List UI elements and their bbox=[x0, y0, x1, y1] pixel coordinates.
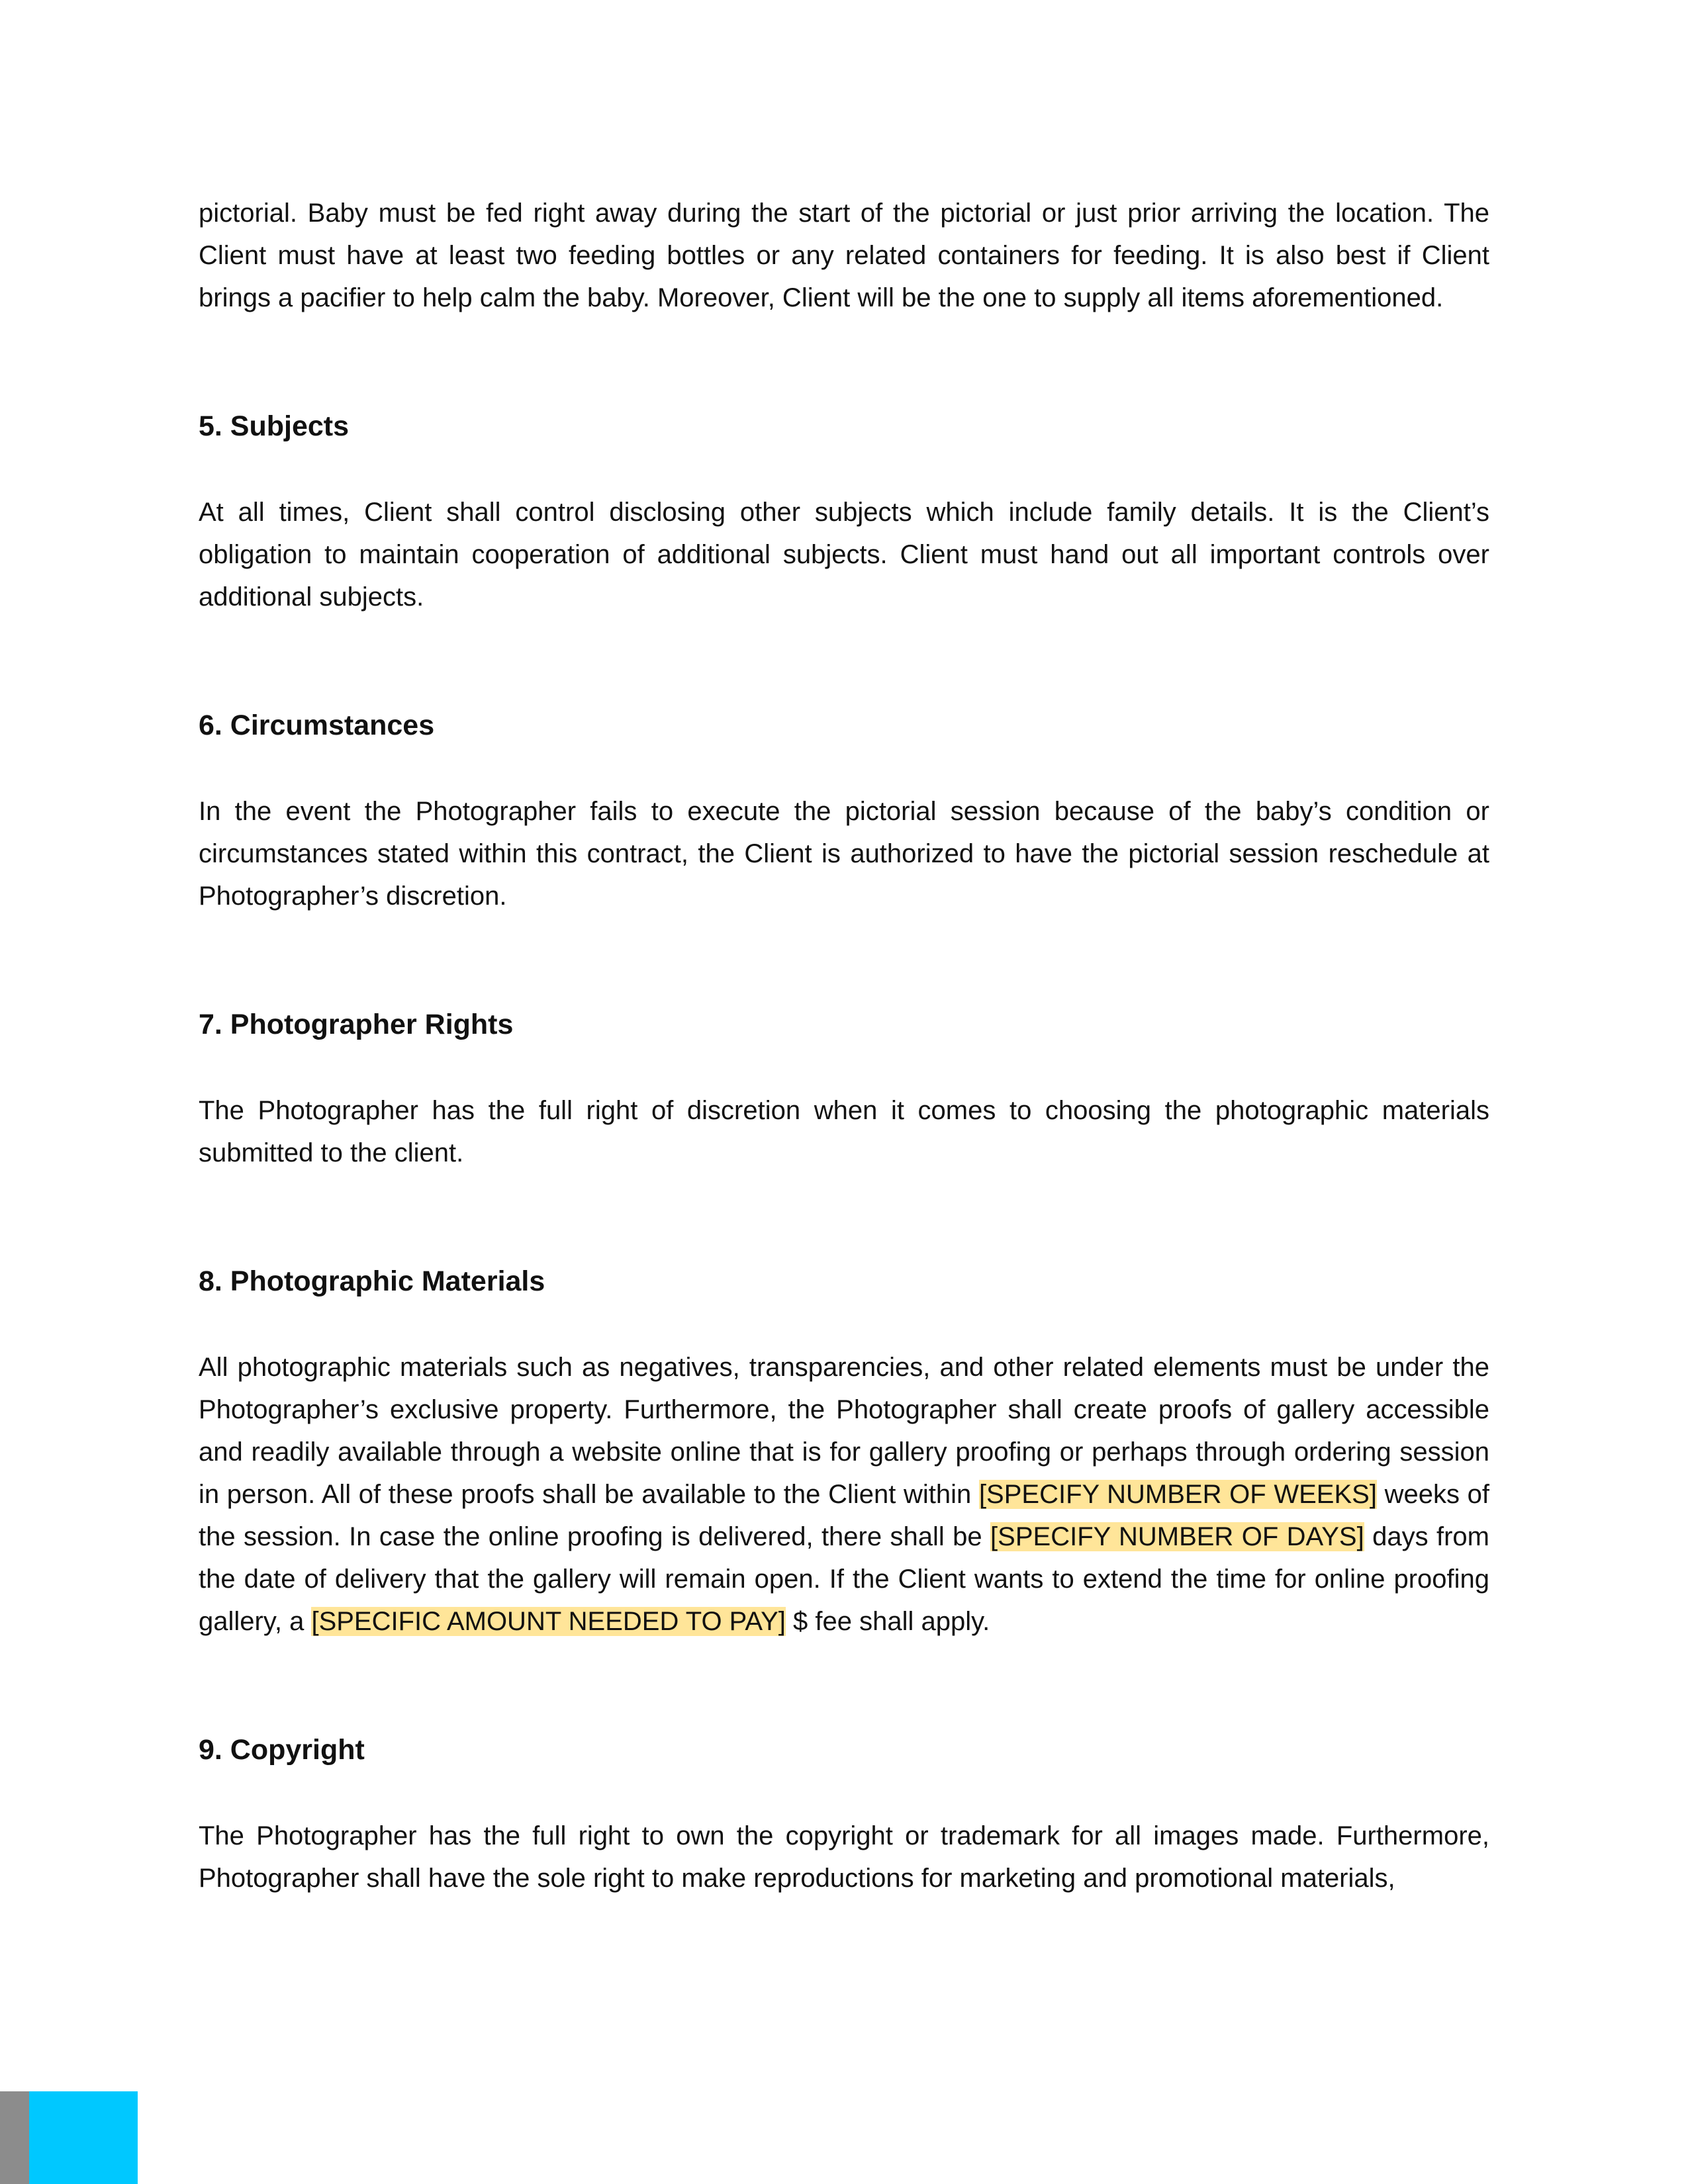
section-heading-copyright: 9. Copyright bbox=[199, 1734, 365, 1766]
materials-text-part-4: $ fee shall apply. bbox=[785, 1607, 990, 1636]
section-body-circumstances: In the event the Photographer fails to execute the pictorial session because of the baby’s condition or circumstances stated within this contract, the Client is authorized to have the pictorial session reschedule at Photographer’s discretion. bbox=[199, 797, 1489, 911]
placeholder-number-of-days: [SPECIFY NUMBER OF DAYS] bbox=[990, 1522, 1364, 1551]
materials-text-part-1: All photographic materials such as negatives, transparencies, and other related elements must be under the Photographer’s exclusive property. Furthermore, the Photographer shall create proofs of gallery accessible and readily available through a website online that is for gallery proofing or perhaps through ordering session in person. All of these proofs shall be available to the Client within bbox=[199, 1353, 1489, 1509]
corner-decoration-gray bbox=[0, 2091, 29, 2184]
placeholder-number-of-weeks: [SPECIFY NUMBER OF WEEKS] bbox=[978, 1480, 1377, 1509]
section-heading-subjects: 5. Subjects bbox=[199, 410, 350, 442]
section-body-photographic-materials bbox=[199, 1346, 1489, 1643]
placeholder-amount-to-pay: [SPECIFIC AMOUNT NEEDED TO PAY] bbox=[311, 1607, 786, 1636]
section-body-subjects: At all times, Client shall control disclosing other subjects which include family details. It is the Client’s obligation to maintain cooperation of additional subjects. Client must hand out all important controls over additional subjects. bbox=[199, 498, 1489, 612]
intro-paragraph: pictorial. Baby must be fed right away during the start of the pictorial or just prior arriving the location. The Client must have at least two feeding bottles or any related containers for feeding. It is also best if Client brings a pacifier to help calm the baby. Moreover, Client will be the one to supply all items aforementioned. bbox=[199, 199, 1489, 312]
section-heading-photographic-materials: 8. Photographic Materials bbox=[199, 1265, 545, 1297]
section-body-photographer-rights: The Photographer has the full right of discretion when it comes to choosing the photographic materials submitted to the client. bbox=[199, 1096, 1489, 1167]
document-page bbox=[199, 192, 1489, 1899]
section-heading-photographer-rights: 7. Photographer Rights bbox=[199, 1009, 514, 1040]
materials-text-part-2: weeks of the session. In case the online proofing is delivered, there shall be bbox=[199, 1480, 1490, 1551]
section-heading-circumstances: 6. Circumstances bbox=[199, 709, 435, 741]
section-body-copyright: The Photographer has the full right to own the copyright or trademark for all images made. Furthermore, Photographer shall have the sole right to make reproductions for marketing and promotional materials, bbox=[199, 1821, 1489, 1893]
materials-text-part-3: days from the date of delivery that the gallery will remain open. If the Client wants to extend the time for online proofing gallery, a bbox=[199, 1522, 1489, 1636]
corner-decoration-blue bbox=[29, 2091, 138, 2184]
